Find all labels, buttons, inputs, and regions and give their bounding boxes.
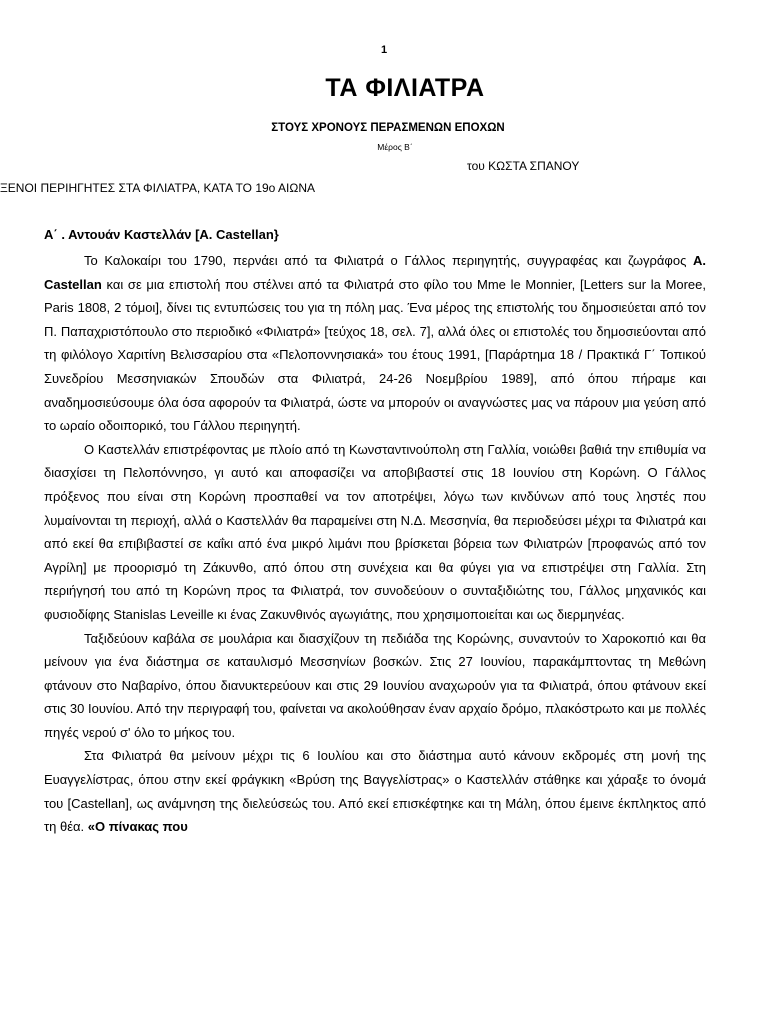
paragraph-4-bold-quote: «Ο πίνακας που bbox=[87, 819, 188, 835]
paragraph-3: Ταξιδεύουν καβάλα σε μουλάρια και διασχίζουν τη πεδιάδα της Κορώνης, συναντούν το Χαροκοπιό και θα μείνουν για ένα διάστημα σε καταυλισμό Μεσσηνίων βοσκών. Στις 27 Ιουνίου, παρακάμπτοντας τη Μεθώνη φτάνουν στο Ναβαρίνο, όπου διανυκτερεύουν και στις 29 Ιουνίου αναχωρούν για τα Φιλιατρά, όπου φτάνουν εκεί στις 30 Ιουνίου. Από την περιγραφή του, φαίνεται να ακολούθησαν έναν αρχαίο δρόμο, πλακόστρωτο και με πολλές πηγές νερού σ' όλο το μήκος του. bbox=[44, 630, 706, 740]
paragraph-4 bbox=[44, 744, 706, 838]
document-subtitle: ΣΤΟΥΣ ΧΡΟΝΟΥΣ ΠΕΡΑΣΜΕΝΩΝ ΕΠΟΧΩΝ bbox=[271, 122, 505, 134]
section-title: Α΄ . Αντουάν Καστελλάν [A. Castellan} bbox=[44, 227, 279, 242]
part-label: Μέρος Β΄ bbox=[377, 142, 413, 152]
paragraph-1-bold-name: A. Castellan bbox=[44, 253, 706, 292]
topic-heading: ΞΕΝΟΙ ΠΕΡΙΗΓΗΤΕΣ ΣΤΑ ΦΙΛΙΑΤΡΑ, ΚΑΤΑ ΤΟ 19ο ΑΙΩΝΑ bbox=[0, 181, 315, 195]
paragraph-1 bbox=[44, 249, 706, 438]
paragraph-2: Ο Καστελλάν επιστρέφοντας με πλοίο από τη Κωνσταντινούπολη στη Γαλλία, νοιώθει βαθιά την επιθυμία να διασχίσει τη Πελοπόννησο, γι αυτό και αποφασίζει να αποβιβαστεί στις 18 Ιουνίου στη Κορώνη. Ο Γάλλος πρόξενος που είναι στη Κορώνη προσπαθεί να τον αποτρέψει, λόγω των κινδύνων από τους ληστές που λυμαίνονται τη περιοχή, αλλά ο Καστελλάν θα παραμείνει στη Ν.Δ. Μεσσηνία, θα περιοδεύσει μέχρι τα Φιλιατρά και από εκεί θα επιβιβαστεί σε καΐκι από ένα μικρό λιμάνι που βρίσκεται βόρεια των Φιλιατρών [προφανώς από τον Αγρίλη] με προορισμό τη Ζάκυνθο, από όπου στη συνέχεια και θα φύγει για να επιστρέψει στη Γαλλία. Στη περιήγησή του από τη Κορώνη προς τα Φιλιατρά, τον συνοδεύουν ο συνταξιδιώτης του, Γάλλος μηχανικός και φυσιοδίφης Stanislas Leveille κι ένας Ζακυνθινός αγωγιάτης, που χρησιμοποιείται και ως διερμηνέας. bbox=[44, 441, 706, 622]
article-body bbox=[44, 249, 706, 839]
paragraph-4-text-a: Στα Φιλιατρά θα μείνουν μέχρι τις 6 Ιουλίου και στο διάστημα αυτό κάνουν εκδρομές στη μονή της Ευαγγελίστρας, όπου στην εκεί φράγκικη «Βρύση της Βαγγελίστρας» ο Καστελλάν στάθηκε και χάραξε το όνομά του [Castellan], ως ανάμνηση της διελεύσεώς του. Από εκεί επισκέφτηκε και τη Μάλη, όπου έμεινε έκπληκτος από τη θέα. bbox=[44, 748, 706, 835]
paragraph-1-text-a: Το Καλοκαίρι του 1790, περνάει από τα Φιλιατρά ο Γάλλος περιηγητής, συγγραφέας και ζωγράφος bbox=[84, 253, 693, 268]
page-number: 1 bbox=[380, 44, 388, 56]
document-title: ΤΑ ΦΙΛΙΑΤΡΑ bbox=[325, 74, 485, 102]
paragraph-1-text-c: και σε μια επιστολή που στέλνει από τα Φιλιατρά στο φίλο του Mme le Monnier, [Letters sur la Moree, Paris 1808, 2 τόμοι], δίνει τις εντυπώσεις του για τη πόλη μας. Ένα μέρος της επιστολής του δημοσιεύεται από τον Π. Παπαχριστόπουλο στο περιοδικό «Φιλιατρά» [τεύχος 18, σελ. 7], αλλά όλες οι επιστολές του δημοσιεύονται από τη φιλόλογο Χαριτίνη Βελισσαρίου στα «Πελοποννησιακά» του έτους 1991, [Παράρτημα 18 / Πρακτικά Γ΄ Τοπικού Συνεδρίου Μεσσηνιακών Σπουδών στα Φιλιατρά, 24-26 Νοεμβρίου 1989], από όπου πήραμε και αναδημοσιεύσουμε όλα όσα αφορούν τα Φιλιατρά, ώστε να μπορούν οι αναγνώστες μας να πάρουν μια γεύση από το ωραίο οδοιπορικό, του Γάλλου περιηγητή. bbox=[44, 276, 706, 434]
author-byline: του ΚΩΣΤΑ ΣΠΑΝΟΥ bbox=[467, 159, 580, 173]
